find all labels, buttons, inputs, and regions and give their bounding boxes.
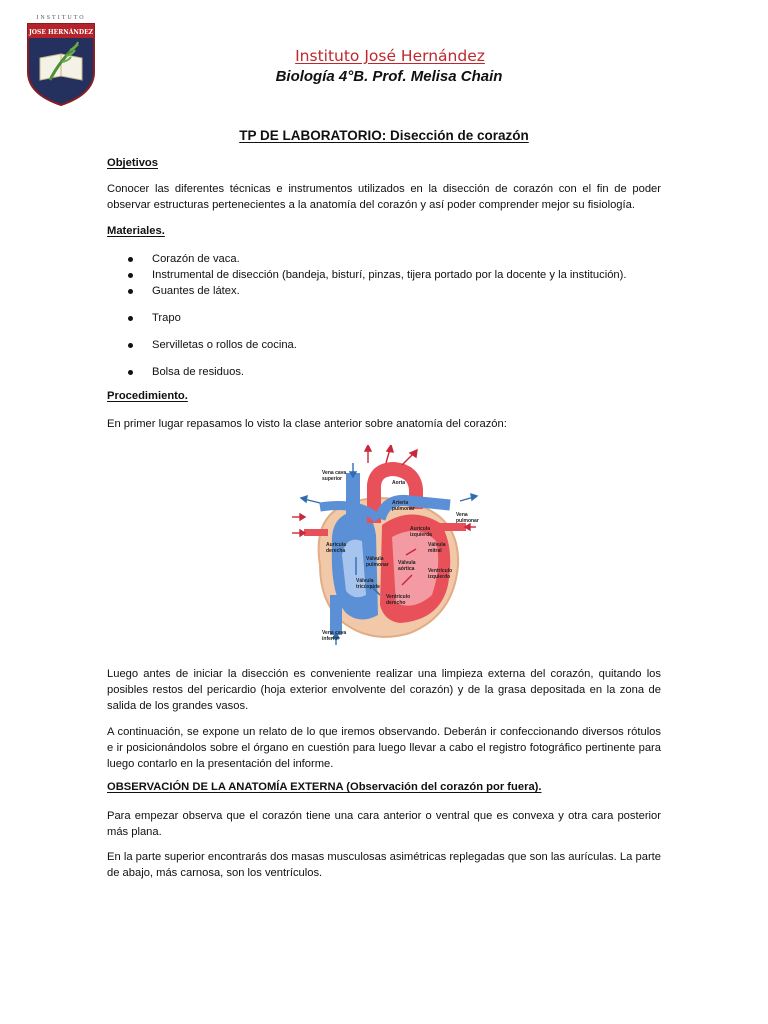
label-valvula-mitral: Válvula mitral: [428, 542, 446, 554]
list-item-text: Corazón de vaca.: [152, 253, 240, 265]
label-vena-cava-superior: Vena cava superior: [322, 470, 347, 482]
label-valvula-aortica: Válvula aórtica: [398, 560, 416, 572]
procedure-paragraph-2: A continuación, se expone un relato de lo que iremos observando. Deberán ir confeccionando diversos rótulos e ir posicionándolos sobre el órgano en cuestión para luego llevar a cabo el registro fotográfico pertinente para luego contarlo en la presentación del informe.: [107, 726, 661, 770]
label-vena-cava-inferior: Vena cava inferior: [322, 630, 347, 642]
materials-heading: Materiales.: [107, 225, 165, 237]
bullet-dot: [128, 343, 133, 348]
document-title: TP DE LABORATORIO: Disección de corazón: [239, 128, 529, 143]
bullet-dot: [128, 316, 133, 321]
procedure-heading: Procedimiento.: [107, 390, 188, 402]
crest-top-text: INSTITUTO: [36, 15, 86, 21]
label-aorta: Aorta: [392, 480, 406, 486]
procedure-paragraph-1: Luego antes de iniciar la disección es conveniente realizar una limpieza externa del corazón, quitando los posibles restos del pericardio (hoja exterior envolvente del corazón) y de la grasa depositada en la zona de salida de los grandes vasos.: [107, 668, 661, 712]
school-name: Instituto José Hernández: [295, 47, 485, 65]
objectives-heading: Objetivos: [107, 157, 158, 169]
procedure-intro: En primer lugar repasamos lo visto la clase anterior sobre anatomía del corazón:: [107, 418, 507, 430]
objectives-text: Conocer las diferentes técnicas e instrumentos utilizados en la disección de corazón con el fin de poder observar estructuras pertenecientes a la anatomía del corazón y así poder comprender mejor su fisiología.: [107, 183, 661, 211]
bullet-dot: [128, 370, 133, 375]
external-anatomy-heading: OBSERVACIÓN DE LA ANATOMÍA EXTERNA (Observación del corazón por fuera).: [107, 781, 542, 793]
list-item-text: Bolsa de residuos.: [152, 366, 245, 378]
bullet-dot: [128, 273, 133, 278]
label-arteria-pulmonar: Arteria pulmonar: [392, 500, 415, 512]
shield-icon: [26, 22, 96, 107]
heart-anatomy-figure: [290, 445, 480, 645]
label-ventriculo-derecho: Ventrículo derecho: [386, 594, 411, 606]
label-vena-pulmonar: Vena pulmonar: [456, 512, 479, 524]
list-item-text: Guantes de látex.: [152, 285, 240, 297]
heart-illustration: [290, 445, 480, 645]
school-crest-logo: [26, 12, 96, 107]
list-item-text: Servilletas o rollos de cocina.: [152, 339, 297, 351]
bullet-dot: [128, 289, 133, 294]
external-paragraph-1: Para empezar observa que el corazón tiene una cara anterior o ventral que es convexa y otra cara posterior más plana.: [107, 810, 661, 838]
external-paragraph-2: En la parte superior encontrarás dos masas musculosas asimétricas replegadas que son las aurículas. La parte de abajo, más carnosa, son los ventrículos.: [107, 851, 661, 879]
label-valvula-pulmonar: Válvula pulmonar: [366, 556, 389, 568]
label-auricula-derecha: Aurícula derecha: [326, 542, 347, 554]
list-item-text: Trapo: [152, 312, 181, 324]
label-auricula-izquierda: Aurícula izquierda: [410, 526, 432, 538]
label-valvula-tricuspide: Válvula tricúspide: [356, 578, 380, 590]
label-ventriculo-izquierdo: Ventrículo izquierdo: [428, 568, 453, 580]
list-item-text: Instrumental de disección (bandeja, bisturí, pinzas, tijera portado por la docente y la institución).: [152, 269, 627, 281]
subject-line: Biología 4°B. Prof. Melisa Chain: [275, 68, 503, 85]
svg-text:JOSE HERNÁNDEZ: JOSE HERNÁNDEZ: [28, 29, 94, 36]
bullet-dot: [128, 257, 133, 262]
